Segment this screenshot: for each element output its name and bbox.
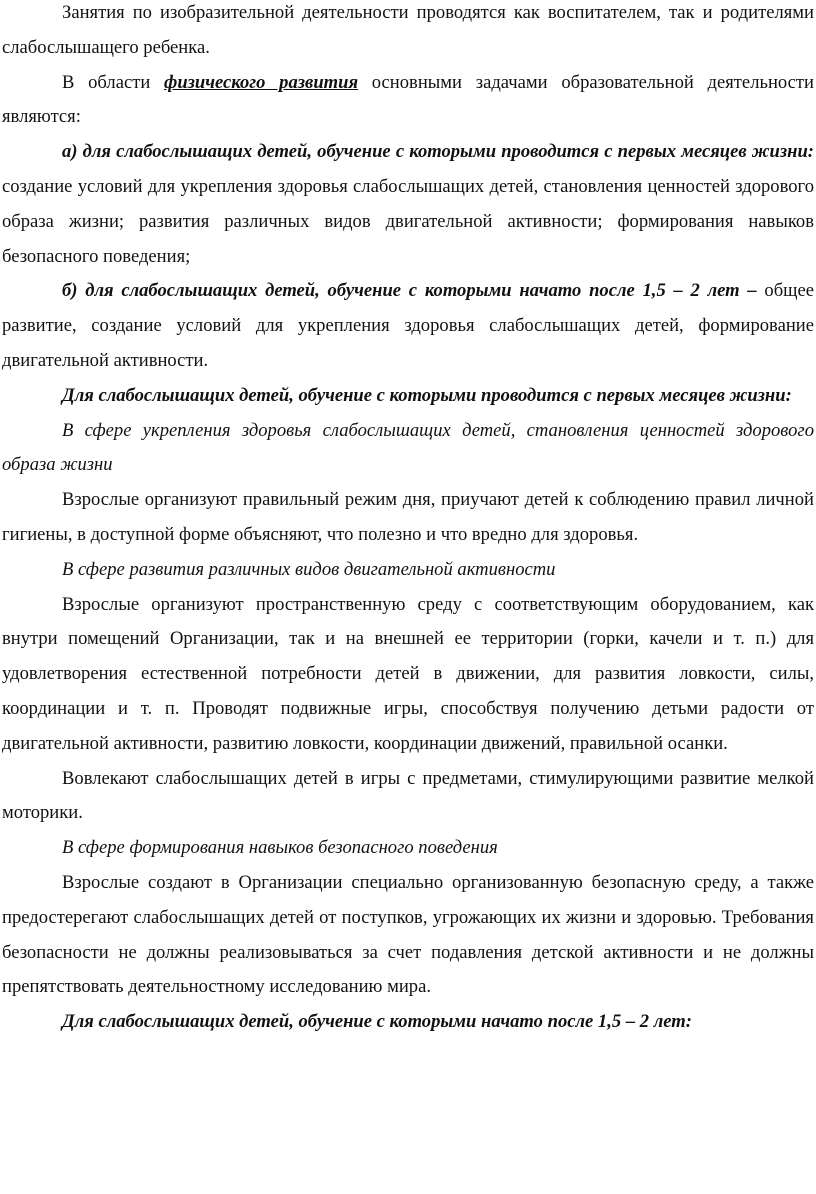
physical-development-term: физического развития <box>164 71 359 93</box>
paragraph-motor-environment: Взрослые организуют пространственную среду с соответствующим оборудованием, как внутри помещений Организации, так и на внешней ее территории (горки, качели и т. п.) для удовлетворения естественной потребности детей в движении, для развития ловкости, силы, координации и т. п. Проводят подвижные игры, способствуя получению детьми радости от двигательной активности, развитию ловкости, координации движений, правильной осанки. <box>2 593 814 754</box>
paragraph-task-b <box>2 274 814 378</box>
intro-text-start: В области <box>62 71 165 93</box>
task-a-text: создание условий для укрепления здоровья слабослышащих детей, становления ценностей здорового образа жизни; развития различных видов двигательной активности; формирования навыков безопасного поведения; <box>2 175 814 267</box>
paragraph-safety: Взрослые создают в Организации специально организованную безопасную среду, а также предостерегают слабослышащих детей от поступков, угрожающих их жизни и здоровью. Требования безопасности не должны реализовываться за счет подавления детской активности и не должны препятствовать деятельностному исследованию мира. <box>2 871 814 998</box>
task-b-text: общее развитие, создание условий для укрепления здоровья слабослышащих детей, формирование двигательной активности. <box>2 280 815 371</box>
paragraph-task-a <box>2 135 814 274</box>
paragraph-fine-motor: Вовлекают слабослышащих детей в игры с предметами, стимулирующими развитие мелкой моторики. <box>2 767 814 824</box>
section-heading-late: Для слабослышащих детей, обучение с которыми начато после 1,5 – 2 лет: <box>62 1011 692 1033</box>
intro-text-end: основными задачами образовательной деятельности являются: <box>2 71 814 128</box>
subheading-safety: В сфере формирования навыков безопасного поведения <box>62 837 498 859</box>
paragraph-health: Взрослые организуют правильный режим дня, приучают детей к соблюдению правил личной гигиены, в доступной форме объясняют, что полезно и что вредно для здоровья. <box>2 489 814 545</box>
paragraph-art-activities: Занятия по изобразительной деятельности проводятся как воспитателем, так и родителями слабослышащего ребенка. <box>2 2 814 58</box>
subheading-motor-activity: В сфере развития различных видов двигательной активности <box>62 558 556 580</box>
task-a-heading: а) для слабослышащих детей, обучение с которыми проводится с первых месяцев жизни: <box>62 141 814 163</box>
paragraph-physical-development-intro <box>2 66 814 136</box>
section-heading-early: Для слабослышащих детей, обучение с которыми проводится с первых месяцев жизни: <box>62 384 792 406</box>
task-b-heading: б) для слабослышащих детей, обучение с которыми начато после 1,5 – 2 лет – <box>62 280 757 302</box>
subheading-health: В сфере укрепления здоровья слабослышащих детей, становления ценностей здорового образа жизни <box>2 419 814 476</box>
